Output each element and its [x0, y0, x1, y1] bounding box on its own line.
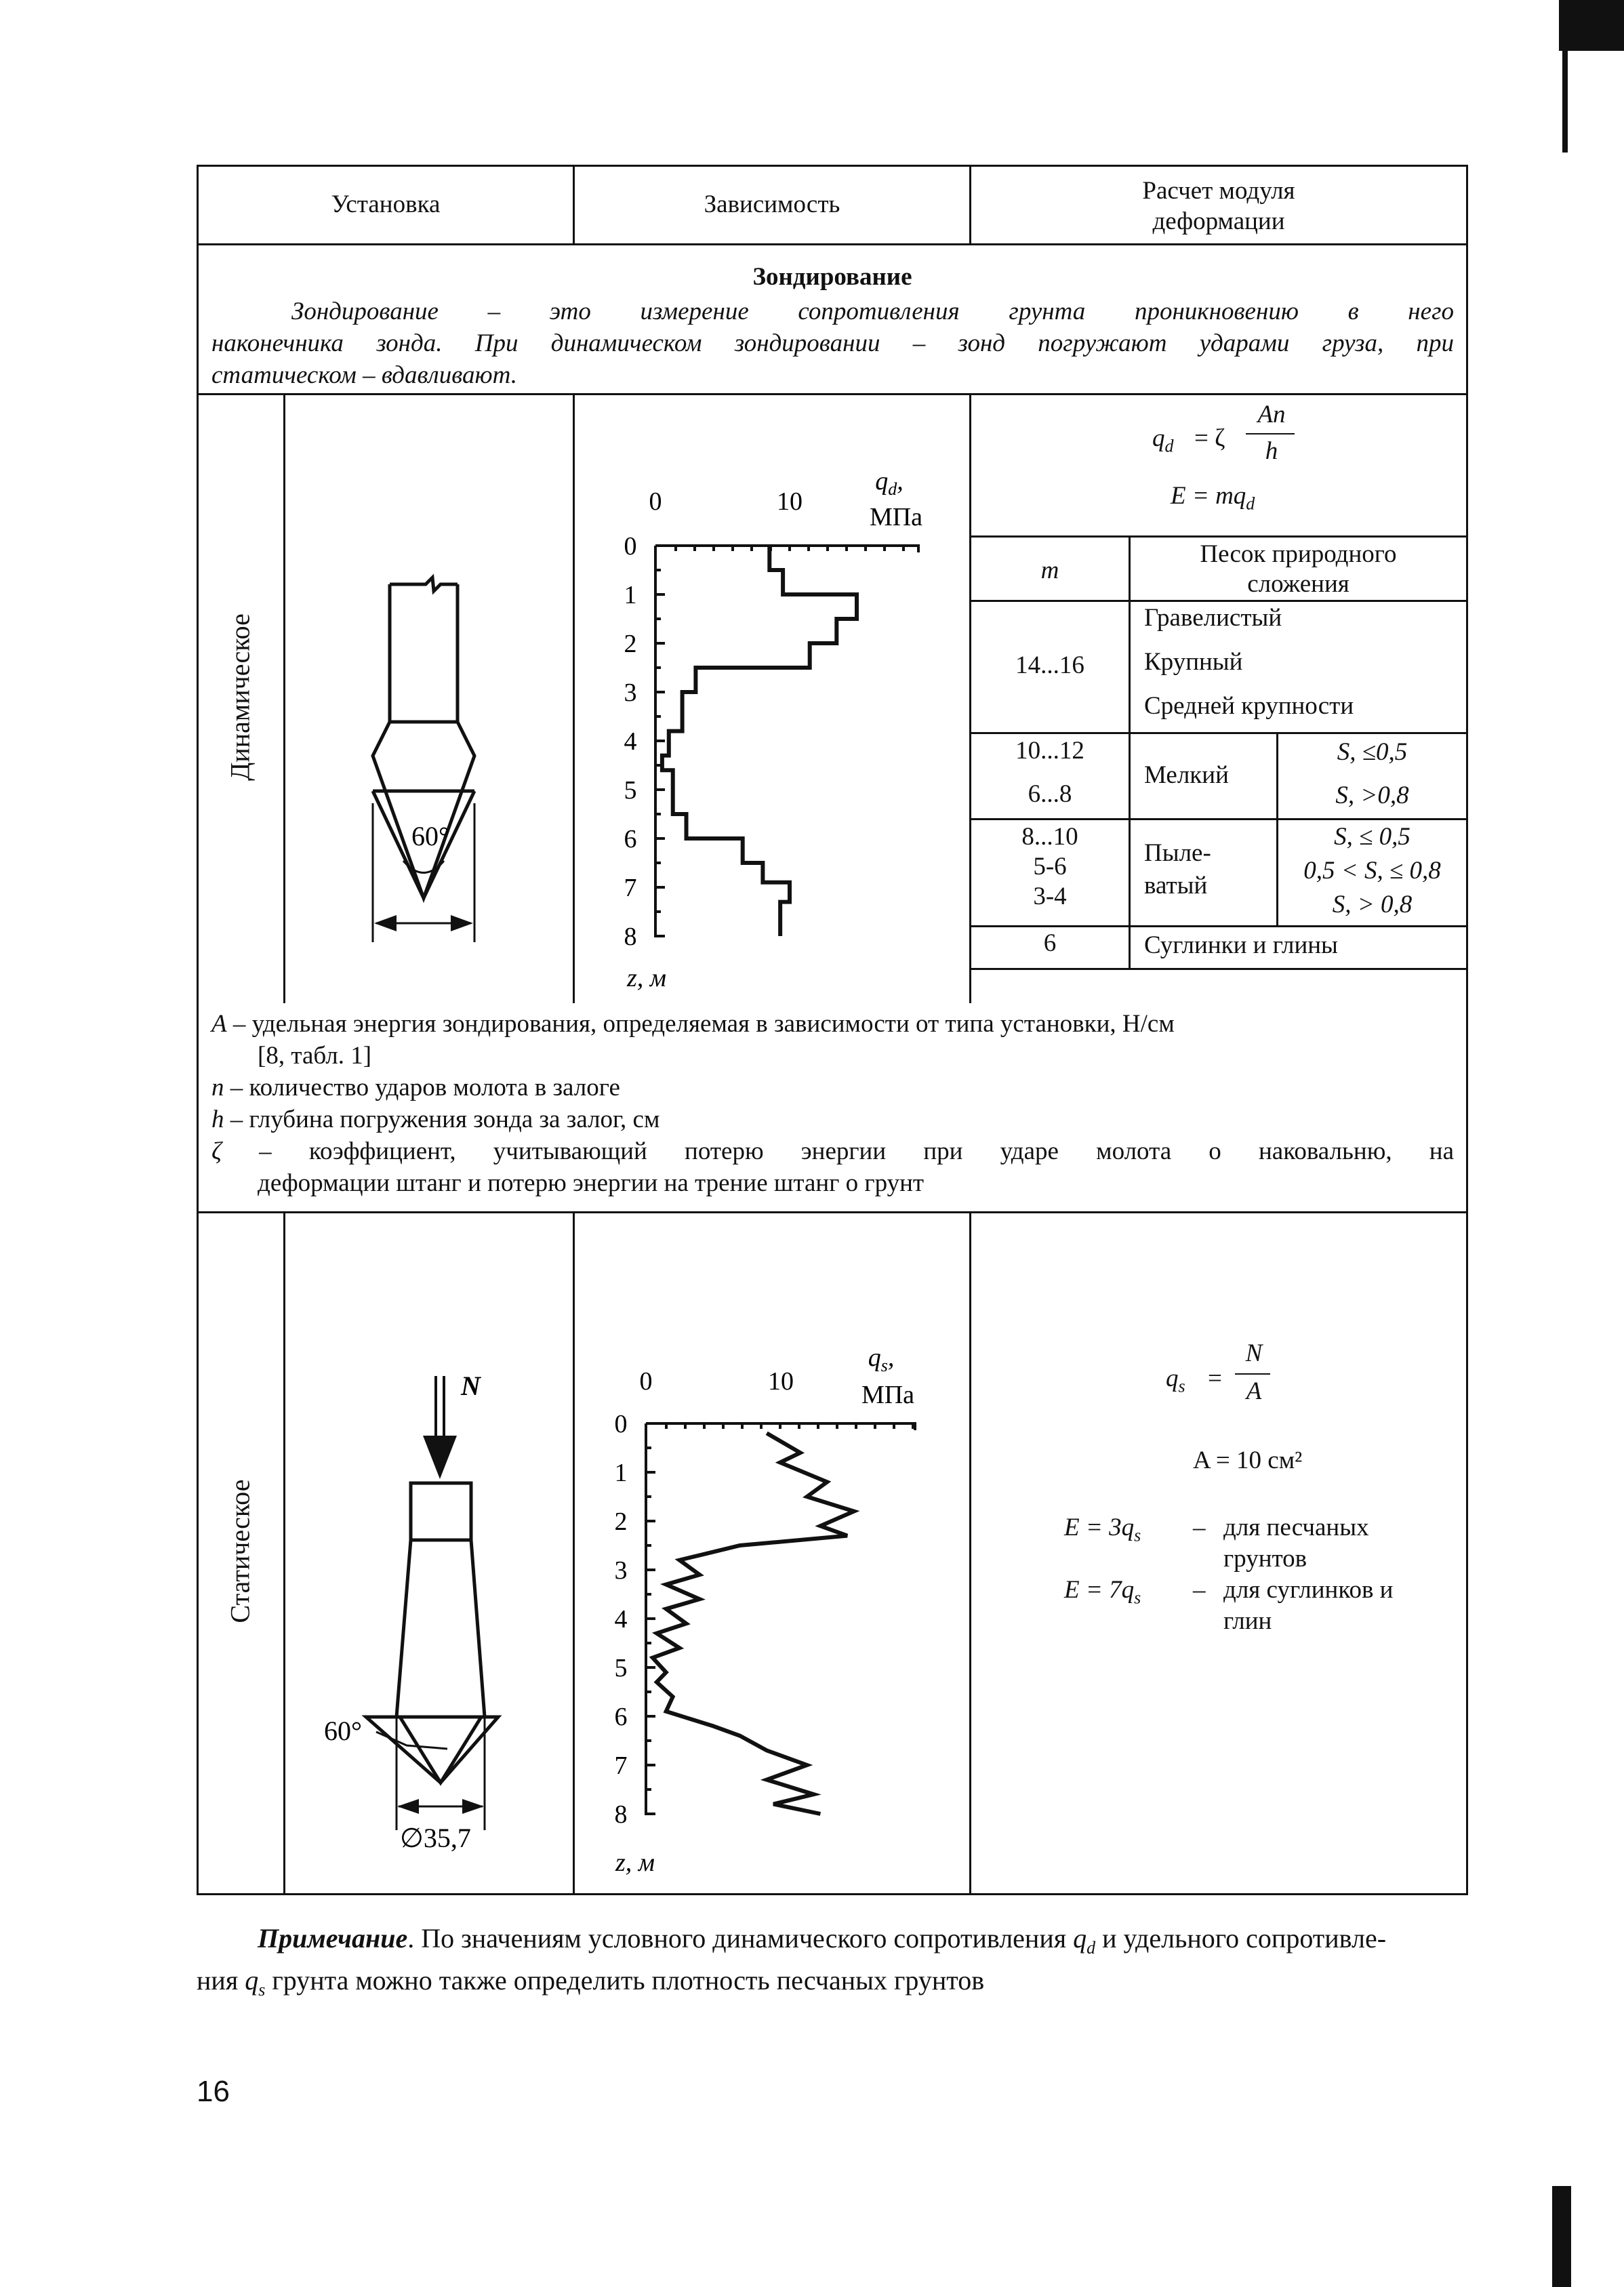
dynamic-y-tick-2: 2	[624, 630, 637, 658]
dynamic-formula-qd: $q_d$ = ζ An h	[1152, 400, 1328, 474]
static-y-tick-6: 6	[614, 1703, 628, 1731]
legend-line-zeta-2: деформации штанг и потерю энергии на трение штанг о грунт	[258, 1169, 925, 1197]
table-r3-s2: 0,5 < S, ≤ 0,8	[1303, 857, 1441, 885]
table-r3-silty-2: ватый	[1144, 872, 1208, 899]
dynamic-side-label: Динамическое	[224, 613, 256, 781]
table-r1-medium: Средней крупности	[1144, 692, 1354, 720]
dynamic-formula-e: $E = mq_d$	[1171, 482, 1255, 514]
dynamic-x-unit-symbol: $q_d$,	[875, 467, 904, 499]
intro-line1: Зондирование – это измерение сопротивления грунта проникновению в него	[291, 298, 1454, 325]
static-y-tick-labels	[615, 1410, 628, 1829]
scan-edge-mark-top	[1559, 0, 1624, 51]
dynamic-y-tick-7: 7	[624, 874, 637, 902]
legend-line-h: h – глубина погружения зонда за залог, см	[211, 1106, 660, 1133]
table-r1-gravel: Гравелистый	[1144, 604, 1282, 632]
static-y-tick-8: 8	[614, 1800, 628, 1829]
table-r3-m2: 5-6	[1033, 853, 1067, 881]
dynamic-x-tick-0: 0	[649, 487, 662, 516]
dynamic-y-label: z, м	[627, 964, 667, 992]
table-r3-m3: 3-4	[1033, 883, 1067, 910]
table-head-sand-line1: Песок природного	[1200, 540, 1397, 568]
dynamic-chart	[576, 468, 969, 1003]
page-number: 16	[197, 2075, 230, 2108]
static-x-tick-0: 0	[639, 1367, 653, 1396]
note-line1: Примечание. По значениям условного динамического сопротивления $q_d$ и удельного сопротивле-	[258, 1923, 1387, 1958]
table-r1-coarse: Крупный	[1144, 648, 1243, 676]
dynamic-y-tick-labels	[624, 532, 637, 951]
table-r2-s2: S, >0,8	[1335, 782, 1409, 809]
static-side-label: Статическое	[224, 1479, 256, 1623]
note-line2: ния $q_s$ грунта можно также определить плотность песчаных грунтов	[197, 1965, 985, 2000]
dynamic-y-tick-1: 1	[624, 581, 637, 609]
static-y-tick-1: 1	[614, 1459, 628, 1487]
dynamic-x-tick-10: 10	[777, 487, 803, 516]
header-dependence: Зависимость	[704, 190, 840, 218]
static-e-sand: $E = 3q_s$	[1064, 1514, 1141, 1545]
static-diameter: ∅35,7	[400, 1823, 471, 1853]
table-r4-clay: Суглинки и глины	[1144, 931, 1338, 959]
static-e-clay-dash: –	[1193, 1576, 1206, 1604]
static-y-tick-2: 2	[614, 1507, 628, 1536]
legend-line-A: A – удельная энергия зондирования, определяемая в зависимости от типа установки, Н/см	[211, 1010, 1175, 1038]
header-installation: Установка	[331, 190, 441, 218]
static-tip-angle: 60°	[324, 1716, 362, 1746]
dynamic-tip-angle: 60°	[411, 821, 449, 851]
table-r2-m2: 6...8	[1028, 780, 1072, 808]
static-area: A = 10 см²	[1193, 1446, 1303, 1474]
static-e-clay-text1: для суглинков и	[1223, 1576, 1394, 1604]
dynamic-x-unit: МПа	[869, 503, 923, 531]
legend-line-zeta: ζ – коэффициент, учитывающий потерю энергии при ударе молота о наковальню, на	[211, 1137, 1454, 1165]
table-r3-silty-1: Пыле-	[1144, 839, 1211, 867]
static-y-tick-3: 3	[614, 1556, 628, 1585]
intro-line2: наконечника зонда. При динамическом зондировании – зонд погружают ударами груза, при	[211, 329, 1454, 357]
dynamic-resistance-profile	[662, 546, 857, 936]
static-y-tick-7: 7	[614, 1752, 628, 1780]
table-head-sand-line2: сложения	[1247, 570, 1349, 598]
static-e-sand-dash: –	[1193, 1514, 1206, 1541]
table-r2-m1: 10...12	[1015, 737, 1084, 765]
static-y-label: z, м	[615, 1848, 655, 1877]
dynamic-y-tick-0: 0	[624, 532, 637, 561]
static-x-unit: МПа	[861, 1381, 915, 1409]
table-head-m: m	[1040, 556, 1059, 584]
legend-line-A-ref: [8, табл. 1]	[258, 1042, 372, 1070]
static-e-clay-text2: глин	[1223, 1607, 1272, 1635]
dynamic-y-tick-4: 4	[624, 727, 637, 756]
table-r3-s3: S, > 0,8	[1332, 891, 1413, 918]
header-modulus-line2: деформации	[1152, 207, 1285, 235]
dynamic-probe-diagram	[339, 556, 515, 949]
legend-line-n: n – количество ударов молота в залоге	[211, 1074, 620, 1101]
table-r3-m1: 8...10	[1021, 823, 1078, 851]
intro-title: Зондирование	[752, 263, 912, 291]
table-r2-s1: S, ≤0,5	[1337, 738, 1408, 766]
static-y-tick-0: 0	[614, 1410, 628, 1438]
intro-line3: статическом – вдавливают.	[211, 361, 518, 389]
dynamic-y-tick-8: 8	[624, 923, 637, 951]
static-probe-diagram	[319, 1362, 535, 1857]
dynamic-axes	[655, 546, 918, 936]
static-y-tick-4: 4	[614, 1605, 628, 1634]
scan-edge-mark-bottom	[1552, 2186, 1571, 2287]
static-e-clay: $E = 7q_s$	[1064, 1576, 1141, 1608]
static-x-unit-symbol: $q_s$,	[868, 1343, 895, 1375]
dynamic-y-tick-6: 6	[624, 825, 637, 853]
header-modulus-line1: Расчет модуля	[1142, 177, 1295, 205]
scan-edge-mark-top-2	[1562, 51, 1568, 153]
static-resistance-profile	[653, 1433, 854, 1814]
static-formula-qs: $q_s$ = N A	[1166, 1339, 1301, 1413]
table-r2-fine: Мелкий	[1144, 761, 1229, 789]
dynamic-y-tick-5: 5	[624, 776, 637, 805]
table-r4-m: 6	[1043, 929, 1057, 957]
dynamic-y-tick-3: 3	[624, 679, 637, 707]
table-r3-s1: S, ≤ 0,5	[1334, 823, 1410, 851]
table-r1-m: 14...16	[1015, 651, 1084, 679]
static-e-sand-text1: для песчаных	[1223, 1514, 1369, 1541]
static-e-sand-text2: грунтов	[1223, 1545, 1307, 1573]
static-force-label: N	[461, 1371, 481, 1401]
static-y-tick-5: 5	[614, 1654, 628, 1682]
static-x-tick-10: 10	[768, 1367, 794, 1396]
static-chart	[576, 1329, 969, 1884]
